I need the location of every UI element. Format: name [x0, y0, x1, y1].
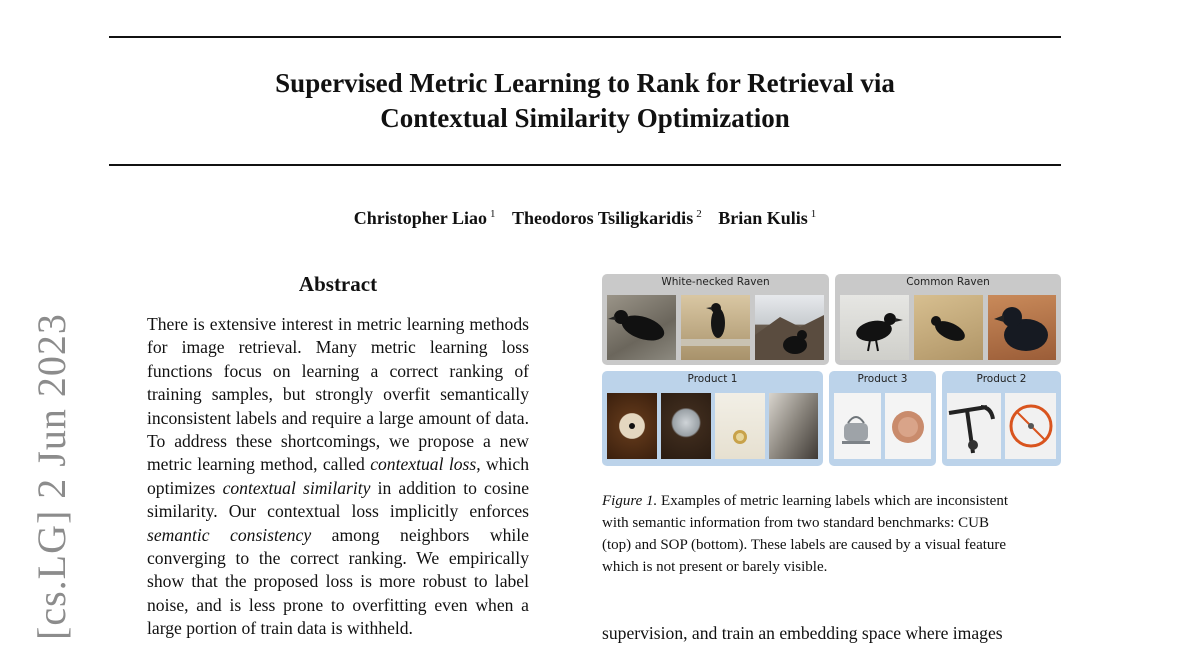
- raven-photo-2: [681, 295, 750, 360]
- author-affiliation: 2: [696, 208, 702, 220]
- product-photo-2: [661, 393, 711, 459]
- title-rule-top: [109, 36, 1061, 38]
- abstract-text-segment: in addition to cosine similarity. Our contextual loss implicitly enforces: [147, 477, 529, 522]
- intro-body-text: supervision, and train an embedding space where images: [602, 623, 1003, 643]
- arxiv-stamp: [cs.LG] 2 Jun 2023: [29, 313, 74, 640]
- figure-1-caption: [602, 490, 1061, 578]
- panel-product-1: [602, 371, 823, 466]
- figure-1: [602, 274, 1061, 466]
- caption-line: with semantic information from two standard benchmarks: CUB: [602, 515, 990, 531]
- author-affiliation: 1: [810, 208, 817, 220]
- author-name: Theodoros Tsiligkaridis: [511, 208, 694, 228]
- title-rule-bottom: [109, 164, 1061, 166]
- panel-product-3: [829, 371, 936, 466]
- caption-label: Figure 1.: [602, 493, 658, 509]
- caption-line: [602, 490, 1061, 512]
- product-photo-1: [607, 393, 657, 459]
- product-photo-5: [834, 393, 881, 459]
- caption-text: Examples of metric learning labels which are inconsistent: [657, 493, 1009, 509]
- abstract-text-segment: , which optimizes: [147, 454, 529, 498]
- abstract-emphasis-semantic-consistency: semantic consistency: [147, 524, 312, 545]
- raven-photo-3: [755, 295, 824, 360]
- raven-photo-1: [607, 295, 676, 360]
- title-line-2: Contextual Similarity Optimization: [380, 103, 790, 133]
- panel-label: White-necked Raven: [661, 276, 770, 288]
- product-photo-7: [947, 393, 1001, 459]
- abstract-emphasis-contextual-loss: contextual loss: [370, 454, 477, 475]
- caption-line: which is not present or barely visible.: [602, 559, 828, 575]
- product-photo-4: [769, 393, 818, 459]
- panel-label: Product 3: [857, 373, 908, 385]
- author-name: Brian Kulis: [718, 208, 808, 228]
- abstract-text-segment: There is extensive interest in metric learning methods for image retrieval. Many metric learning loss functions focus on learning a correct ranking of training samples, but strongly overfit semantically inconsistent labels and require a large amount of data. To address these shortcomings, we propose a new metric learning method, called: [147, 314, 529, 475]
- panel-label: Product 1: [687, 373, 738, 385]
- raven-photo-5: [914, 295, 983, 360]
- raven-photo-4: [840, 295, 909, 360]
- product-photo-6: [885, 393, 931, 459]
- panel-white-necked-raven: [602, 274, 829, 365]
- author-affiliation: 1: [489, 208, 496, 220]
- panel-label: Product 2: [976, 373, 1027, 385]
- abstract-emphasis-contextual-similarity: contextual similarity: [222, 477, 371, 498]
- author-1: [354, 208, 496, 228]
- product-photo-3: [715, 393, 765, 459]
- title-line-1: Supervised Metric Learning to Rank for Retrieval via: [275, 68, 895, 98]
- panel-product-2: [942, 371, 1061, 466]
- author-2: [512, 208, 702, 228]
- abstract-text-segment: among neighbors while converging to the correct ranking. We empirically show that the proposed loss is more robust to label noise, and is less prone to overfitting even when a large portion of train data is withheld.: [147, 524, 529, 639]
- caption-line: (top) and SOP (bottom). These labels are caused by a visual feature: [602, 537, 1007, 553]
- author-list: [109, 208, 1061, 229]
- paper-title: [109, 66, 1061, 136]
- abstract-body: [147, 313, 529, 641]
- abstract-heading: Abstract: [298, 272, 378, 296]
- raven-photo-6: [988, 295, 1056, 360]
- panel-label: Common Raven: [906, 276, 990, 288]
- product-photo-8: [1005, 393, 1056, 459]
- panel-common-raven: [835, 274, 1061, 365]
- author-name: Christopher Liao: [353, 208, 487, 228]
- author-3: [718, 208, 816, 228]
